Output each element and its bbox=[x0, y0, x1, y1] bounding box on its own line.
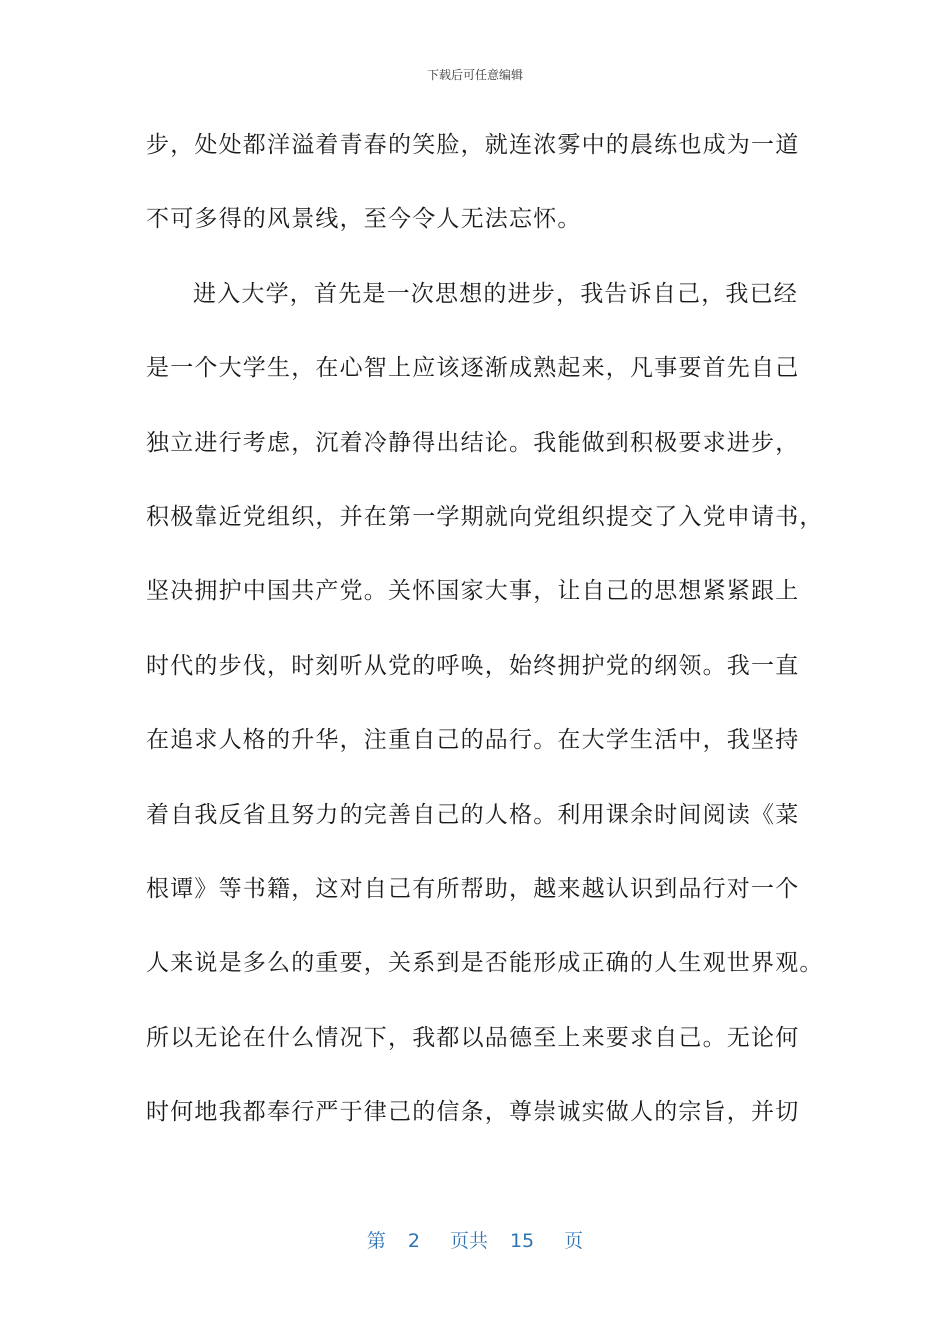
text-line: 是一个大学生，在心智上应该逐渐成熟起来，凡事要首先自己 bbox=[146, 355, 800, 382]
document-body bbox=[146, 125, 824, 1166]
text-line: 根谭》等书籍，这对自己有所帮助，越来越认识到品行对一个 bbox=[146, 875, 800, 902]
text-line: 时何地我都奉行严于律己的信条，尊崇诚实做人的宗旨，并切 bbox=[146, 1099, 800, 1126]
text-line: 不可多得的风景线，至今令人无法忘怀。 bbox=[146, 206, 582, 233]
page-footer bbox=[0, 1226, 950, 1253]
text-line: 独立进行考虑，沉着冷静得出结论。我能做到积极要求进步， bbox=[146, 429, 800, 456]
text-line: 积极靠近党组织，并在第一学期就向党组织提交了入党申请书， bbox=[146, 503, 824, 530]
text-line: 在追求人格的升华，注重自己的品行。在大学生活中，我坚持 bbox=[146, 727, 800, 754]
page-label-middle: 页共 bbox=[449, 1230, 488, 1252]
header-note: 下载后可任意编辑 bbox=[426, 68, 523, 82]
text-line: 人来说是多么的重要，关系到是否能形成正确的人生观世界观。 bbox=[146, 950, 824, 977]
text-line: 进入大学，首先是一次思想的进步，我告诉自己，我已经 bbox=[193, 280, 798, 307]
text-line: 着自我反省且努力的完善自己的人格。利用课余时间阅读《菜 bbox=[146, 801, 800, 828]
page-label-prefix: 第 bbox=[366, 1230, 386, 1252]
text-line: 所以无论在什么情况下，我都以品德至上来要求自己。无论何 bbox=[146, 1024, 800, 1051]
total-pages-number: 15 bbox=[509, 1230, 535, 1252]
current-page-number: 2 bbox=[407, 1230, 420, 1252]
text-line: 时代的步伐，时刻听从党的呼唤，始终拥护党的纲领。我一直 bbox=[146, 652, 800, 679]
page-label-suffix: 页 bbox=[564, 1230, 584, 1252]
text-line: 步，处处都洋溢着青春的笑脸，就连浓雾中的晨练也成为一道 bbox=[146, 132, 800, 158]
text-line: 坚决拥护中国共产党。关怀国家大事，让自己的思想紧紧跟上 bbox=[146, 578, 800, 605]
